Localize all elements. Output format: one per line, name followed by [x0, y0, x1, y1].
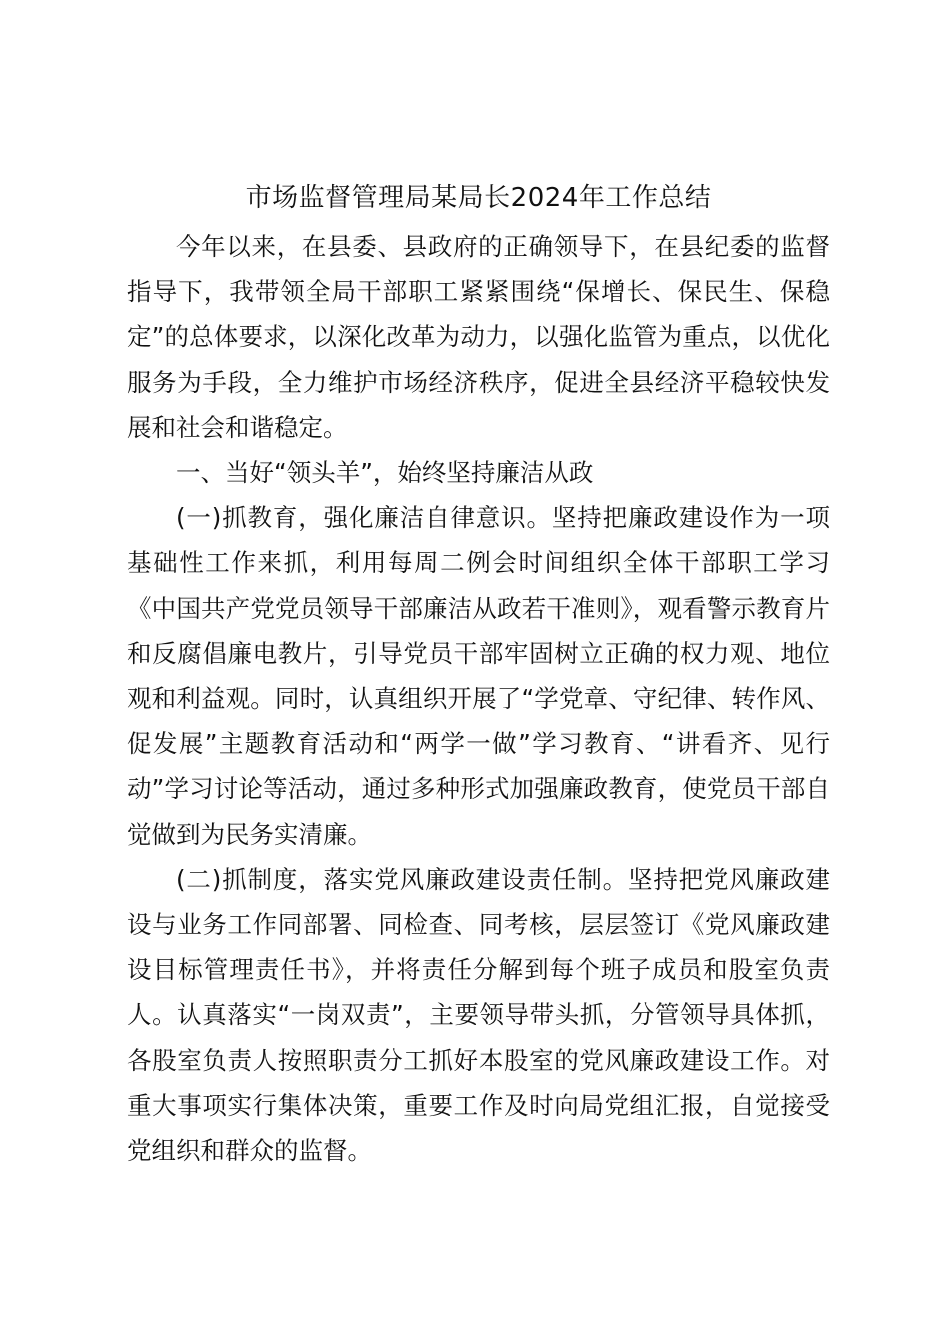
section-item-education: (一)抓教育，强化廉洁自律意识。坚持把廉政建设作为一项基础性工作来抓，利用每周二例会时间组织全体干部职工学习《中国共产党党员领导干部廉洁从政若干准则》，观看警示教育片和反腐倡廉电教片，引导党员干部牢固树立正确的权力观、地位观和利益观。同时，认真组织开展了“学党章、守纪律、转作风、促发展”主题教育活动和“两学一做”学习教育、“讲看齐、见行动”学习讨论等活动，通过多种形式加强廉政教育，使党员干部自觉做到为民务实清廉。 [127, 503, 830, 849]
section-heading: 一、当好“领头羊”，始终坚持廉洁从政 [176, 458, 594, 488]
document-body [127, 172, 830, 1173]
document-title: 市场监督管理局某局长2024年工作总结 [245, 183, 712, 213]
section-item-system: (二)抓制度，落实党风廉政建设责任制。坚持把党风廉政建设与业务工作同部署、同检查、同考核，层层签订《党风廉政建设目标管理责任书》，并将责任分解到每个班子成员和股室负责人。认真落实“一岗双责”，主要领导带头抓，分管领导具体抓，各股室负责人按照职责分工抓好本股室的党风廉政建设工作。对重大事项实行集体决策，重要工作及时向局党组汇报，自觉接受党组织和群众的监督。 [127, 864, 830, 1166]
intro-paragraph: 今年以来，在县委、县政府的正确领导下，在县纪委的监督指导下，我带领全局干部职工紧紧围绕“保增长、保民生、保稳定”的总体要求，以深化改革为动力，以强化监管为重点，以优化服务为手段，全力维护市场经济秩序，促进全县经济平稳较快发展和社会和谐稳定。 [127, 232, 830, 442]
